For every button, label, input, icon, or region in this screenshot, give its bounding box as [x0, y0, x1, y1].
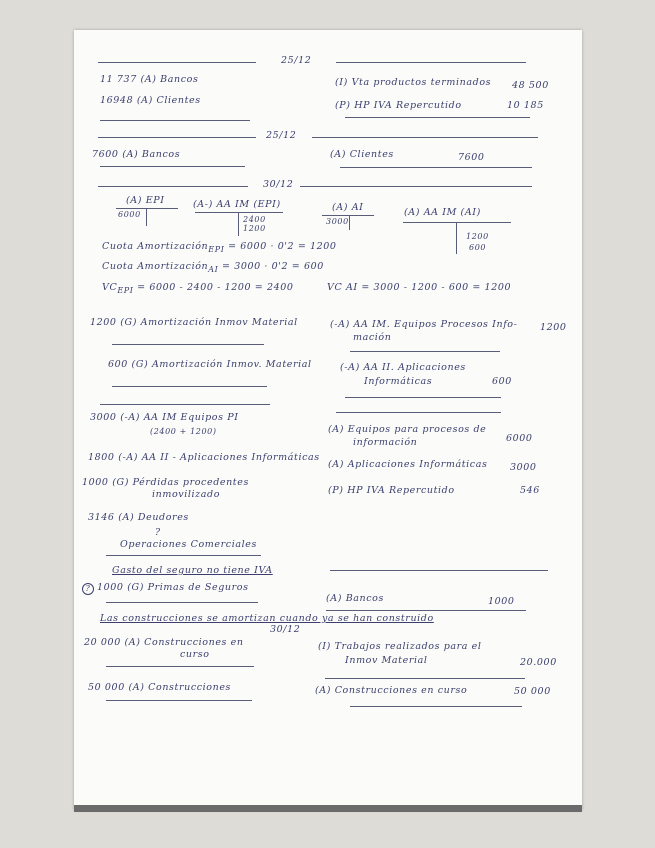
t-account-credit: 600: [469, 243, 487, 252]
page-shadow: [74, 805, 582, 812]
credit-amount: 546: [520, 485, 540, 496]
divider-line: [300, 186, 532, 187]
section-title: Gasto del seguro no tiene IVA: [112, 565, 273, 576]
debit-line: 1000 (G) Pérdidas procedentes: [82, 477, 249, 488]
underline: [100, 120, 250, 121]
underline: [350, 351, 500, 352]
credit-line: Informáticas: [364, 376, 433, 387]
underline: [106, 700, 252, 701]
t-account-title: (A) AA IM (AI): [404, 207, 481, 218]
credit-line: (P) HP IVA Repercutido: [328, 485, 455, 496]
credit-amount: 48 500: [512, 80, 549, 91]
entry-date: 25/12: [281, 55, 312, 66]
calc-line: VC AI = 3000 - 1200 - 600 = 1200: [327, 282, 512, 293]
debit-line: 20 000 (A) Construcciones en: [84, 637, 244, 648]
credit-line: (I) Vta productos terminados: [335, 77, 492, 88]
credit-amount: 10 185: [507, 100, 544, 111]
t-account-credit: 1200: [466, 232, 489, 241]
underline: [345, 397, 501, 398]
calc-line: Cuota Amortización$_{EPI}$ = 6000 · 0'2 = 1200: [102, 241, 337, 254]
debit-line: 50 000 (A) Construcciones: [88, 682, 232, 693]
debit-line: 3146 (A) Deudores: [88, 512, 189, 523]
underline: [326, 610, 526, 611]
credit-line: (A) Bancos: [326, 593, 384, 604]
t-account-title: (A) EPI: [126, 195, 165, 206]
debit-line: 3000 (-A) AA IM Equipos PI: [90, 412, 239, 423]
entry-date: 25/12: [266, 130, 297, 141]
debit-line: 600 (G) Amortización Inmov. Material: [108, 359, 312, 370]
t-account-divider: [238, 212, 239, 236]
credit-line: (P) HP IVA Repercutido: [335, 100, 462, 111]
credit-amount: 1000: [488, 596, 515, 607]
t-account-bar: [116, 208, 178, 209]
t-account-divider: [456, 222, 457, 254]
underline: [106, 602, 258, 603]
t-account-title: (A) AI: [332, 202, 364, 213]
underline: [340, 167, 532, 168]
note-line: Operaciones Comerciales: [120, 539, 257, 550]
debit-line: 1800 (-A) AA II - Aplicaciones Informáticas: [88, 452, 320, 463]
divider-line: [98, 137, 256, 138]
debit-line: 1000 (G) Primas de Seguros: [97, 582, 249, 593]
divider-line: [312, 137, 538, 138]
divider-line: [98, 186, 248, 187]
credit-line: (A) Aplicaciones Informáticas: [328, 459, 488, 470]
underline: [106, 666, 254, 667]
divider-line: [100, 404, 270, 405]
credit-amount: 3000: [510, 462, 537, 473]
calc-line: Cuota Amortización$_{AI}$ = 3000 · 0'2 = 600: [102, 261, 324, 274]
debit-line: 11 737 (A) Bancos: [100, 74, 199, 85]
credit-line: mación: [353, 332, 392, 343]
underline: [100, 166, 245, 167]
entry-date: 30/12: [263, 179, 294, 190]
credit-line: información: [353, 437, 418, 448]
note-mark: ?: [155, 527, 161, 538]
credit-amount: 600: [492, 376, 512, 387]
credit-amount: 50 000: [514, 686, 551, 697]
underline: [106, 555, 261, 556]
credit-amount: 20.000: [520, 657, 557, 668]
credit-amount: 7600: [458, 152, 485, 163]
credit-line: (A) Equipos para procesos de: [328, 424, 487, 435]
debit-line: 1200 (G) Amortización Inmov Material: [90, 317, 298, 328]
underline: [112, 344, 264, 345]
credit-line: (A) Clientes: [330, 149, 394, 160]
debit-detail: (2400 + 1200): [150, 427, 217, 436]
t-account-credit: 2400: [243, 215, 266, 224]
t-account-bar: [322, 215, 374, 216]
note-line: Las construcciones se amortizan cuando ya se han construido: [100, 613, 434, 624]
t-account-bar: [195, 212, 283, 213]
calc-line: $VC_{EPI} = 6000 - 2400 - 1200 = 2400$: [102, 282, 294, 295]
credit-line: (A) Construcciones en curso: [315, 685, 468, 696]
debit-line: curso: [180, 649, 210, 660]
debit-line: 16948 (A) Clientes: [100, 95, 201, 106]
credit-line: (I) Trabajos realizados para el: [318, 641, 482, 652]
underline: [350, 706, 522, 707]
circled-mark: ?: [82, 583, 94, 595]
t-account-divider: [349, 215, 350, 230]
divider-line: [336, 62, 526, 63]
credit-line: (-A) AA II. Aplicaciones: [340, 362, 466, 373]
divider-line: [336, 412, 501, 413]
debit-line: inmovilizado: [152, 489, 221, 500]
credit-amount: 1200: [540, 322, 567, 333]
underline: [325, 678, 525, 679]
divider-line: [98, 62, 256, 63]
t-account-divider: [146, 208, 147, 226]
t-account-bar: [403, 222, 511, 223]
underline: [112, 386, 267, 387]
t-account-debit: 6000: [118, 210, 141, 219]
t-account-title: (A-) AA IM (EPI): [193, 199, 281, 210]
divider-line: [330, 570, 548, 571]
credit-line: (-A) AA IM. Equipos Procesos Info-: [330, 319, 518, 330]
underline: [345, 117, 530, 118]
entry-date: 30/12: [270, 624, 301, 635]
t-account-debit: 3000: [326, 217, 349, 226]
credit-amount: 6000: [506, 433, 533, 444]
t-account-credit: 1200: [243, 224, 266, 233]
credit-line: Inmov Material: [345, 655, 428, 666]
debit-line: 7600 (A) Bancos: [92, 149, 181, 160]
